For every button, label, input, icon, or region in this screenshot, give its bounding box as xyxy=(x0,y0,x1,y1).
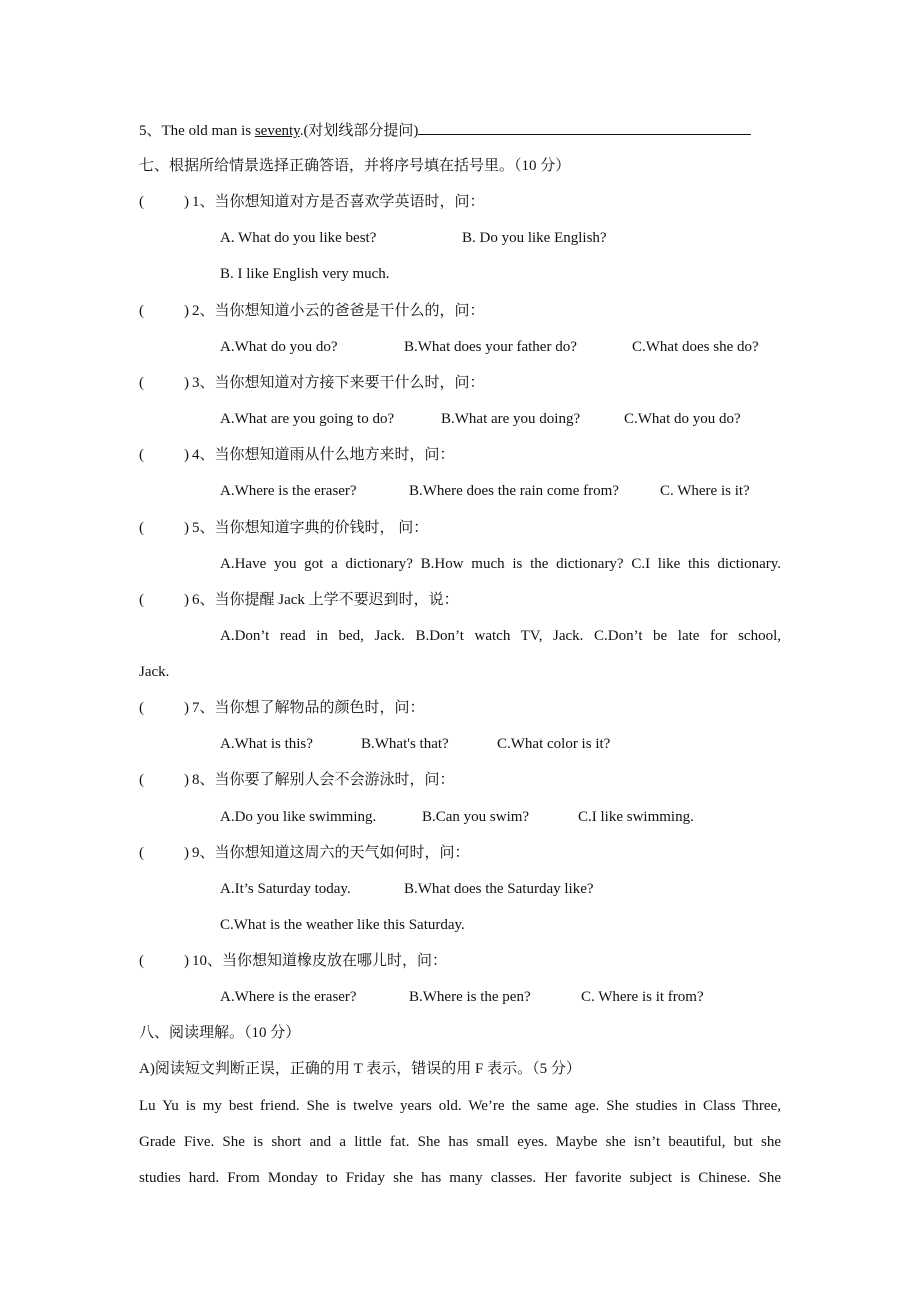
answer-paren-open[interactable]: ( xyxy=(139,447,144,463)
answer-paren-open[interactable]: ( xyxy=(139,303,144,319)
option: A. What do you like best? xyxy=(220,230,377,246)
question-text: 10、当你想知道橡皮放在哪儿时，问： xyxy=(192,953,448,969)
answer-paren-open[interactable]: ( xyxy=(139,700,144,716)
question-text: 3、当你想知道对方接下来要干什么时，问： xyxy=(192,375,485,391)
option: B. I like English very much. xyxy=(220,266,390,282)
section-7-title: 七、根据所给情景选择正确答语，并将序号填在括号里。（10 分） xyxy=(139,158,571,174)
question-5-rewrite xyxy=(139,120,751,140)
section-8-title: 八、阅读理解。（10 分） xyxy=(139,1025,301,1041)
q5-underlined-word: seventy xyxy=(254,123,300,139)
question-3 xyxy=(0,373,920,393)
option: C.What does she do? xyxy=(632,339,759,355)
option: A.Where is the eraser? xyxy=(220,483,357,499)
option: B.What are you doing? xyxy=(441,411,581,427)
question-2 xyxy=(0,301,920,321)
question-text: 8、当你要了解别人会不会游泳时，问： xyxy=(192,772,455,788)
option: B.Where does the rain come from? xyxy=(409,483,619,499)
answer-paren-open[interactable]: ( xyxy=(139,592,144,608)
answer-paren-close: ) xyxy=(184,375,189,391)
options-line: A.Have you got a dictionary? B.How much is the dictionary? C.I like this dictionary. xyxy=(220,556,781,572)
answer-paren-close: ) xyxy=(184,845,189,861)
answer-paren-close: ) xyxy=(184,592,189,608)
option: A.What is this? xyxy=(220,736,313,752)
answer-paren-open[interactable]: ( xyxy=(139,772,144,788)
question-6 xyxy=(0,590,920,610)
answer-paren-open[interactable]: ( xyxy=(139,375,144,391)
option: C.What is the weather like this Saturday. xyxy=(220,917,465,933)
answer-blank[interactable] xyxy=(418,120,751,135)
answer-paren-open[interactable]: ( xyxy=(139,845,144,861)
option: B.Where is the pen? xyxy=(409,989,531,1005)
answer-paren-close: ) xyxy=(184,194,189,210)
option: A.What are you going to do? xyxy=(220,411,395,427)
answer-paren-close: ) xyxy=(184,520,189,536)
option: B.What does your father do? xyxy=(404,339,577,355)
question-text: 2、当你想知道小云的爸爸是干什么的，问： xyxy=(192,303,485,319)
answer-paren-close: ) xyxy=(184,303,189,319)
option: C.What do you do? xyxy=(624,411,741,427)
passage-line: studies hard. From Monday to Friday she has many classes. Her favorite subject is Chinese. She xyxy=(139,1170,781,1186)
option: C.What color is it? xyxy=(497,736,611,752)
question-9 xyxy=(0,843,920,863)
question-10 xyxy=(0,951,920,971)
question-5 xyxy=(0,518,920,538)
answer-paren-close: ) xyxy=(184,772,189,788)
option: B.What does the Saturday like? xyxy=(404,881,594,897)
option: A.Where is the eraser? xyxy=(220,989,357,1005)
answer-paren-close: ) xyxy=(184,953,189,969)
question-text: 7、当你想了解物品的颜色时，问： xyxy=(192,700,425,716)
question-text: 1、当你想知道对方是否喜欢学英语时，问： xyxy=(192,194,485,210)
question-4 xyxy=(0,445,920,465)
question-7 xyxy=(0,698,920,718)
answer-paren-open[interactable]: ( xyxy=(139,953,144,969)
answer-paren-close: ) xyxy=(184,700,189,716)
options-line-continued: Jack. xyxy=(139,664,170,680)
q5-prefix: 5、The old man is xyxy=(139,123,255,139)
passage-line: Lu Yu is my best friend. She is twelve years old. We’re the same age. She studies in Class Three, xyxy=(139,1098,781,1114)
option: B.Can you swim? xyxy=(422,809,530,825)
option: A.What do you do? xyxy=(220,339,338,355)
option: A.Do you like swimming. xyxy=(220,809,377,825)
option: C.I like swimming. xyxy=(578,809,694,825)
options-line: A.Don’t read in bed, Jack. B.Don’t watch TV, Jack. C.Don’t be late for school, xyxy=(220,628,781,644)
answer-paren-open[interactable]: ( xyxy=(139,520,144,536)
answer-paren-close: ) xyxy=(184,447,189,463)
q5-suffix: .(对划线部分提问) xyxy=(299,123,419,139)
question-text: 4、当你想知道雨从什么地方来时，问： xyxy=(192,447,455,463)
question-text: 6、当你提醒 Jack 上学不要迟到时，说： xyxy=(192,592,459,608)
option: C. Where is it from? xyxy=(581,989,704,1005)
option: C. Where is it? xyxy=(660,483,750,499)
option: B. Do you like English? xyxy=(462,230,607,246)
question-1 xyxy=(0,192,920,212)
part-a-instructions: A)阅读短文判断正误，正确的用 T 表示，错误的用 F 表示。（5 分） xyxy=(139,1061,581,1077)
passage-line: Grade Five. She is short and a little fat. She has small eyes. Maybe she isn’t beautiful, but she xyxy=(139,1134,781,1150)
option: B.What's that? xyxy=(361,736,449,752)
question-8 xyxy=(0,770,920,790)
question-text: 5、当你想知道字典的价钱时， 问： xyxy=(192,520,429,536)
answer-paren-open[interactable]: ( xyxy=(139,194,144,210)
option: A.It’s Saturday today. xyxy=(220,881,351,897)
question-text: 9、当你想知道这周六的天气如何时，问： xyxy=(192,845,470,861)
